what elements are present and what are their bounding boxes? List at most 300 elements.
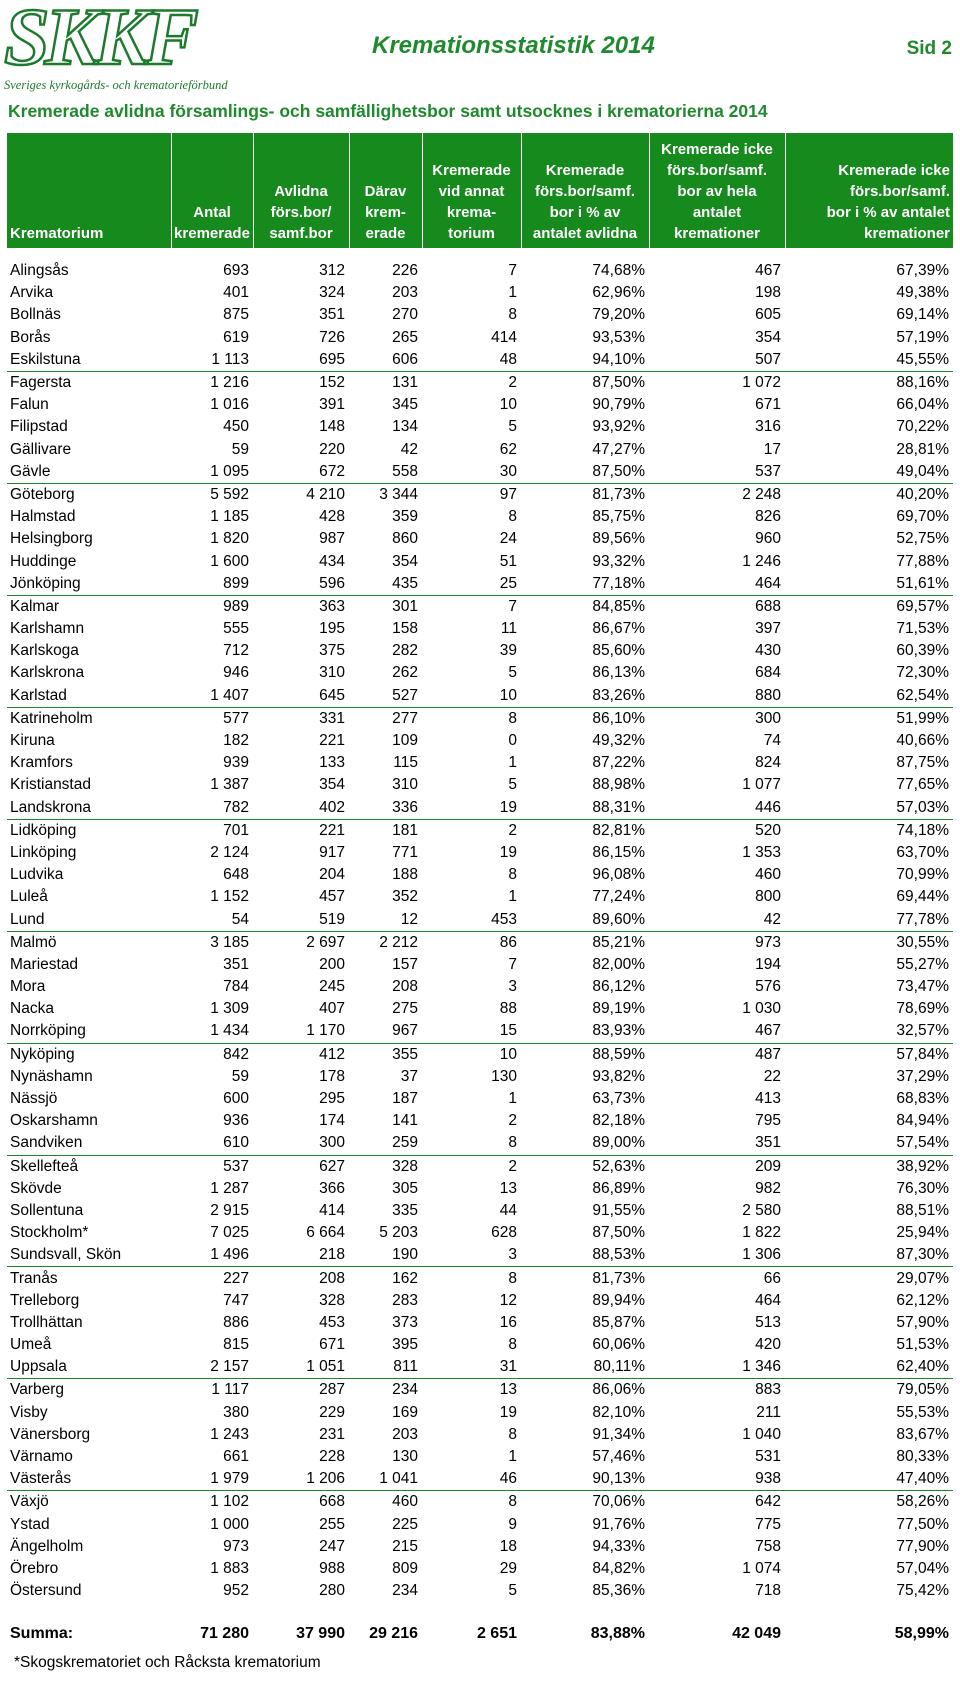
table-row (7, 260, 953, 282)
table-cell: 782 (171, 797, 253, 820)
table-subtitle: Kremerade avlidna församlings- och samfällighetsbor samt utsocknes i krematorierna 2014 (8, 101, 768, 121)
table-cell: 259 (349, 1132, 422, 1155)
cremation-statistics-table (7, 133, 953, 1646)
total-cell: 71 280 (200, 1625, 249, 1643)
table-cell: 227 (223, 1269, 249, 1287)
table-cell: 1 287 (210, 1179, 249, 1197)
table-cell: 671 (319, 1336, 345, 1354)
crematorium-name: Stockholm* (10, 1224, 89, 1242)
table-cell: 747 (223, 1291, 249, 1309)
table-cell: 88,53% (521, 1244, 649, 1267)
column-header: Kremerade icke förs.bor/samf. bor av hela antalet kremationer (649, 133, 785, 248)
column-header: Avlidna förs.bor/ samf.bor (253, 133, 349, 248)
table-cell: 79,05% (896, 1381, 949, 1399)
table-cell: 94,10% (521, 349, 649, 372)
table-cell: 130 (491, 1067, 517, 1085)
table-cell: 152 (319, 374, 345, 392)
table-cell: 1 (508, 284, 517, 302)
table-cell: 354 (319, 776, 345, 794)
table-cell: 60,39% (896, 642, 949, 660)
table-cell: 335 (392, 1201, 418, 1219)
table-cell: 1 117 (211, 1381, 249, 1399)
table-row (7, 1110, 953, 1132)
crematorium-name: Kiruna (10, 732, 55, 750)
table-cell: 1 600 (210, 552, 249, 570)
table-cell: 8 (508, 709, 517, 727)
table-cell: 596 (253, 573, 349, 596)
table-row (7, 483, 953, 506)
table-cell: 89,56% (592, 530, 645, 548)
total-cell: 58,99% (894, 1625, 949, 1643)
table-cell: 93,53% (592, 328, 645, 346)
table-cell: 97 (499, 485, 517, 503)
table-row (7, 1424, 953, 1446)
table-cell: 89,00% (521, 1132, 649, 1155)
table-cell: 57,54% (785, 1132, 953, 1155)
table-cell: 3 (422, 1244, 521, 1267)
crematorium-name: Västerås (7, 1468, 171, 1491)
table-cell: 57,46% (592, 1448, 645, 1466)
table-row (7, 1088, 953, 1110)
table-cell: 775 (755, 1515, 781, 1533)
table-cell: 55,27% (896, 955, 949, 973)
table-cell: 946 (223, 664, 249, 682)
table-row (7, 1132, 953, 1155)
table-cell: 49,38% (896, 284, 949, 302)
table-cell: 57,19% (896, 328, 949, 346)
table-cell: 93,32% (592, 552, 645, 570)
table-cell: 842 (223, 1045, 249, 1063)
table-cell: 74,68% (592, 262, 645, 280)
skkf-logo (4, 0, 254, 92)
table-cell: 875 (223, 306, 249, 324)
crematorium-name: Gävle (7, 461, 171, 484)
table-cell: 537 (649, 461, 785, 484)
table-row (7, 908, 953, 931)
table-cell: 363 (319, 597, 345, 615)
table-row (7, 1267, 953, 1290)
table-cell: 25 (422, 573, 521, 596)
logo-subtitle: Sveriges kyrkogårds- och krematorieförbund (4, 78, 228, 92)
table-cell: 57,04% (896, 1559, 949, 1577)
table-cell: 520 (755, 821, 781, 839)
table-row (7, 954, 953, 976)
table-cell: 453 (319, 1313, 345, 1331)
table-row (7, 394, 953, 416)
table-cell: 301 (392, 597, 418, 615)
table-cell: 47,40% (785, 1468, 953, 1491)
table-cell: 450 (223, 418, 249, 436)
table-cell: 939 (223, 754, 249, 772)
total-cell: 29 216 (369, 1625, 418, 1643)
table-cell: 29,07% (896, 1269, 949, 1287)
table-cell: 380 (223, 1403, 249, 1421)
table-cell: 44 (499, 1201, 517, 1219)
table-cell: 295 (319, 1090, 345, 1108)
table-cell: 354 (392, 552, 418, 570)
table-cell: 211 (756, 1403, 781, 1421)
logo-mark: SKKF (4, 0, 194, 82)
crematorium-name: Karlskoga (10, 642, 79, 660)
table-cell: 31 (422, 1356, 521, 1379)
table-cell: 22 (763, 1067, 781, 1085)
table-cell: 148 (319, 418, 345, 436)
table-cell: 226 (392, 262, 418, 280)
table-cell: 1 407 (171, 685, 253, 708)
table-cell: 402 (253, 797, 349, 820)
table-row (7, 371, 953, 394)
table-cell: 62,96% (592, 284, 645, 302)
table-cell: 7 (508, 597, 517, 615)
table-cell: 453 (422, 908, 521, 931)
column-header: Krematorium (7, 133, 171, 248)
table-cell: 718 (755, 1582, 781, 1600)
table-cell: 1 051 (253, 1356, 349, 1379)
crematorium-name: Östersund (10, 1582, 82, 1600)
table-cell: 59 (231, 1067, 249, 1085)
footnote: *Skogskrematoriet och Råcksta krematorium (14, 1654, 321, 1671)
table-cell: 283 (392, 1291, 418, 1309)
table-cell: 8 (508, 1493, 517, 1511)
table-cell: 188 (392, 866, 418, 884)
table-cell: 228 (319, 1448, 345, 1466)
table-cell: 973 (755, 933, 781, 951)
table-cell: 69,14% (896, 306, 949, 324)
table-cell: 10 (422, 685, 521, 708)
table-cell: 826 (755, 508, 781, 526)
table-cell: 88,51% (896, 1201, 949, 1219)
table-row (7, 886, 953, 908)
table-cell: 1 (508, 754, 517, 772)
table-row (7, 573, 953, 596)
table-row (7, 774, 953, 796)
table-cell: 446 (649, 797, 785, 820)
table-cell: 52,63% (592, 1157, 645, 1175)
table-cell: 457 (319, 888, 345, 906)
table-row (7, 1356, 953, 1379)
table-cell: 24 (499, 530, 517, 548)
table-cell: 7 (508, 262, 517, 280)
table-cell: 77,24% (592, 888, 645, 906)
document-title: Kremationsstatistik 2014 (372, 32, 655, 59)
table-cell: 3 185 (210, 933, 249, 951)
table-cell: 527 (349, 685, 422, 708)
table-cell: 215 (392, 1537, 418, 1555)
table-row (7, 819, 953, 842)
table-cell: 701 (223, 821, 249, 839)
column-header: Antal kremerade (171, 133, 253, 248)
table-cell: 57,03% (785, 797, 953, 820)
table-cell: 305 (392, 1179, 418, 1197)
table-cell: 606 (349, 349, 422, 372)
table-cell: 3 344 (379, 485, 418, 503)
table-cell: 87,50% (592, 374, 645, 392)
table-cell: 49,04% (785, 461, 953, 484)
table-cell: 178 (319, 1067, 345, 1085)
table-cell: 162 (392, 1269, 418, 1287)
table-cell: 1 000 (210, 1515, 249, 1533)
table-cell: 784 (223, 978, 249, 996)
table-cell: 51,61% (785, 573, 953, 596)
crematorium-name: Varberg (10, 1381, 64, 1399)
table-cell: 234 (392, 1582, 418, 1600)
table-cell: 72,30% (896, 664, 949, 682)
table-cell: 208 (392, 978, 418, 996)
table-row (7, 1244, 953, 1267)
crematorium-name: Sollentuna (10, 1201, 84, 1219)
crematorium-name: Eskilstuna (7, 349, 171, 372)
crematorium-name: Gällivare (10, 440, 72, 458)
crematorium-name: Kramfors (10, 754, 73, 772)
table-cell: 1 246 (742, 552, 781, 570)
table-cell: 55,53% (896, 1403, 949, 1421)
table-cell: 169 (392, 1403, 418, 1421)
table-cell: 460 (392, 1493, 418, 1511)
table-cell: 952 (223, 1582, 249, 1600)
table-cell: 85,87% (592, 1313, 645, 1331)
table-row (7, 864, 953, 886)
table-cell: 2 248 (742, 485, 781, 503)
table-cell: 19 (499, 843, 517, 861)
total-cell: 83,88% (590, 1625, 645, 1643)
table-cell: 555 (223, 620, 249, 638)
table-row (7, 1290, 953, 1312)
table-cell: 391 (319, 396, 345, 414)
table-cell: 8 (422, 1132, 521, 1155)
table-row (7, 528, 953, 550)
table-row (7, 1514, 953, 1536)
table-cell: 85,21% (592, 933, 645, 951)
table-cell: 7 (508, 955, 517, 973)
table-cell: 74 (763, 732, 781, 750)
table-cell: 68,83% (896, 1090, 949, 1108)
table-cell: 8 (508, 508, 517, 526)
table-row (7, 1334, 953, 1356)
table-cell: 81,73% (592, 1269, 645, 1287)
crematorium-name: Trollhättan (10, 1313, 83, 1331)
table-cell: 9 (508, 1515, 517, 1533)
table-cell: 287 (319, 1381, 345, 1399)
table-cell: 93,82% (592, 1067, 645, 1085)
table-cell: 3 (508, 978, 517, 996)
crematorium-name: Landskrona (7, 797, 171, 820)
table-row (7, 439, 953, 461)
table-cell: 270 (392, 306, 418, 324)
table-row (7, 550, 953, 572)
table-cell: 18 (499, 1537, 517, 1555)
table-cell: 988 (319, 1559, 345, 1577)
table-row (7, 304, 953, 326)
table-header (7, 133, 953, 248)
table-cell: 6 664 (306, 1224, 345, 1242)
table-cell: 1 820 (210, 530, 249, 548)
crematorium-name: Uppsala (7, 1356, 171, 1379)
table-row (7, 327, 953, 349)
table-cell: 300 (253, 1132, 349, 1155)
table-cell: 397 (755, 620, 781, 638)
table-cell: 63,73% (592, 1090, 645, 1108)
table-cell: 70,99% (896, 866, 949, 884)
crematorium-name: Filipstad (10, 418, 68, 436)
table-row (7, 349, 953, 372)
crematorium-name: Tranås (10, 1269, 58, 1287)
crematorium-name: Linköping (10, 843, 77, 861)
table-cell: 86,10% (592, 709, 645, 727)
table-cell: 87,22% (592, 754, 645, 772)
table-cell: 352 (392, 888, 418, 906)
table-cell: 47,27% (592, 440, 645, 458)
table-cell: 312 (319, 262, 345, 280)
table-row (7, 506, 953, 528)
table-cell: 174 (319, 1112, 345, 1130)
table-cell: 86,15% (592, 843, 645, 861)
crematorium-name: Ängelholm (10, 1537, 84, 1555)
table-cell: 62,40% (785, 1356, 953, 1379)
table-cell: 51,53% (896, 1336, 949, 1354)
table-cell: 15 (422, 1020, 521, 1043)
table-cell: 2 (508, 374, 517, 392)
table-row (7, 1020, 953, 1043)
table-cell: 80,33% (896, 1448, 949, 1466)
crematorium-name: Huddinge (10, 552, 77, 570)
table-cell: 225 (392, 1515, 418, 1533)
table-cell: 1 346 (649, 1356, 785, 1379)
crematorium-name: Nacka (10, 1000, 54, 1018)
table-cell: 71,53% (896, 620, 949, 638)
table-row (7, 842, 953, 864)
table-row (7, 1468, 953, 1491)
table-cell: 331 (319, 709, 345, 727)
table-cell: 366 (319, 1179, 345, 1197)
crematorium-name: Ystad (10, 1515, 50, 1533)
table-cell: 8 (508, 1425, 517, 1443)
table-cell: 883 (755, 1381, 781, 1399)
table-cell: 8 (508, 306, 517, 324)
page-number: Sid 2 (906, 38, 952, 59)
table-cell: 5 203 (379, 1224, 418, 1242)
table-cell: 11 (500, 620, 517, 638)
table-cell: 88 (499, 1000, 517, 1018)
table-cell: 8 (508, 1336, 517, 1354)
table-cell: 1 206 (253, 1468, 349, 1491)
table-cell: 198 (755, 284, 781, 302)
table-cell: 880 (649, 685, 785, 708)
table-cell: 89,19% (592, 1000, 645, 1018)
crematorium-name: Luleå (10, 888, 48, 906)
crematorium-name: Nyköping (10, 1045, 75, 1063)
table-cell: 401 (223, 284, 249, 302)
table-cell: 628 (491, 1224, 517, 1242)
table-cell: 85,60% (592, 642, 645, 660)
crematorium-name: Borås (10, 328, 51, 346)
table-cell: 62,54% (785, 685, 953, 708)
table-cell: 351 (223, 955, 249, 973)
table-cell: 1 030 (742, 1000, 781, 1018)
table-cell: 86,89% (592, 1179, 645, 1197)
total-label: Summa: (10, 1625, 74, 1643)
table-cell: 42 (649, 908, 785, 931)
table-cell: 1 496 (171, 1244, 253, 1267)
table-cell: 37,29% (896, 1067, 949, 1085)
table-cell: 2 157 (171, 1356, 253, 1379)
table-cell: 67,39% (896, 262, 949, 280)
table-cell: 1 185 (210, 508, 249, 526)
table-cell: 1 243 (210, 1425, 249, 1443)
table-cell: 62 (499, 440, 517, 458)
table-cell: 58,26% (896, 1493, 949, 1511)
table-cell: 109 (392, 732, 418, 750)
table-cell: 354 (755, 328, 781, 346)
table-cell: 275 (392, 1000, 418, 1018)
table-cell: 209 (755, 1157, 781, 1175)
table-cell: 91,34% (592, 1425, 645, 1443)
table-cell: 265 (392, 328, 418, 346)
table-row (7, 416, 953, 438)
table-cell: 771 (392, 843, 418, 861)
table-cell: 373 (392, 1313, 418, 1331)
table-cell: 87,75% (896, 754, 949, 772)
table-cell: 82,18% (592, 1112, 645, 1130)
table-cell: 131 (392, 374, 418, 392)
table-cell: 39 (499, 642, 517, 660)
table-cell: 30 (422, 461, 521, 484)
crematorium-name: Halmstad (10, 508, 76, 526)
table-cell: 619 (223, 328, 249, 346)
table-cell: 66,04% (896, 396, 949, 414)
crematorium-name: Kalmar (10, 597, 60, 615)
table-cell: 355 (392, 1045, 418, 1063)
table-cell: 77,78% (785, 908, 953, 931)
table-body (7, 248, 953, 1602)
table-cell: 1 309 (210, 1000, 249, 1018)
crematorium-name: Helsingborg (10, 530, 93, 548)
table-row (7, 1491, 953, 1514)
table-cell: 407 (319, 1000, 345, 1018)
table-cell: 38,92% (896, 1157, 949, 1175)
table-cell: 30,55% (896, 933, 949, 951)
table-cell: 277 (392, 709, 418, 727)
table-cell: 69,44% (896, 888, 949, 906)
table-row (7, 1178, 953, 1200)
table-cell: 255 (319, 1515, 345, 1533)
table-row (7, 998, 953, 1020)
table-cell: 262 (392, 664, 418, 682)
table-cell: 4 210 (306, 485, 345, 503)
crematorium-name: Ludvika (10, 866, 64, 884)
column-header: Kremerade icke förs.bor/samf. bor i % av antalet kremationer (785, 133, 953, 248)
table-cell: 5 (508, 776, 517, 794)
table-cell: 86,67% (592, 620, 645, 638)
crematorium-name: Nässjö (10, 1090, 58, 1108)
table-cell: 605 (755, 306, 781, 324)
table-row (7, 1043, 953, 1066)
crematorium-name: Karlskrona (10, 664, 85, 682)
table-row (7, 1222, 953, 1244)
table-cell: 19 (422, 797, 521, 820)
table-cell: 49,32% (592, 732, 645, 750)
table-cell: 645 (253, 685, 349, 708)
crematorium-name: Lund (7, 908, 171, 931)
table-cell: 88,31% (521, 797, 649, 820)
table-cell: 758 (755, 1537, 781, 1555)
table-cell: 158 (392, 620, 418, 638)
table-cell: 229 (319, 1403, 345, 1421)
table-cell: 78,69% (896, 1000, 949, 1018)
table-cell: 1 822 (742, 1224, 781, 1242)
table-cell: 89,60% (521, 908, 649, 931)
table-cell: 203 (392, 1425, 418, 1443)
table-row (7, 1379, 953, 1402)
